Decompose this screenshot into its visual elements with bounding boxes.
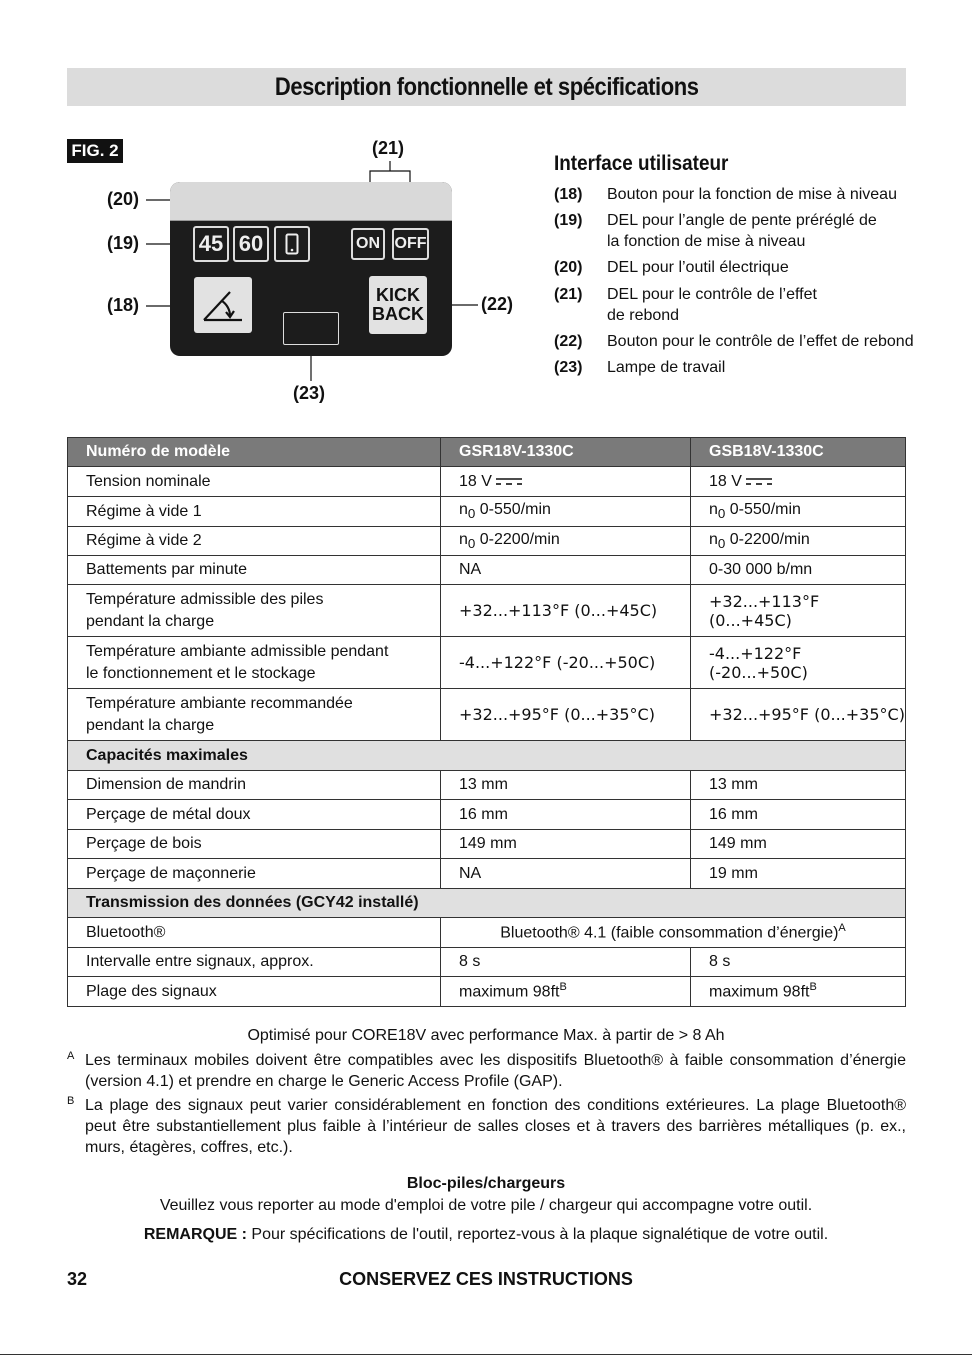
section-label: Capacités maximales: [68, 741, 906, 771]
table-row: [68, 556, 906, 585]
item-text: Bouton pour la fonction de mise à niveau: [607, 186, 897, 203]
footnote-text: Les terminaux mobiles doivent être compatibles avec les dispositifs Bluetooth® à faible consommation d’énergie (version 4.1) et prendre en charge le Generic Access Profile (GAP).: [85, 1052, 906, 1090]
row-label: Plage des signaux: [68, 977, 441, 1007]
row-label: Température ambiante admissible pendant le fonctionnement et le stockage: [68, 637, 441, 689]
interface-heading: Interface utilisateur: [554, 152, 729, 175]
item-text: Lampe de travail: [607, 359, 726, 376]
item-number: (18): [554, 186, 583, 203]
table-row: [68, 948, 906, 977]
row-label: Température ambiante recommandée pendant la charge: [68, 689, 441, 741]
row-value: Bluetooth® 4.1 (faible consommation d’énergie)$^A$: [441, 918, 906, 948]
footnote-text: La plage des signaux peut varier considérablement en fonction des conditions extérieures. La plage Bluetooth® peut être substantiellement plus faible à l’intérieur de salles closes et à travers des barrières métalliques (p. ex., murs, étagères, coffres, etc.).: [85, 1097, 906, 1156]
row-value: 18 V: [691, 467, 906, 497]
row-value: 13 mm: [691, 771, 906, 800]
header-cell: GSR18V-1330C: [441, 438, 691, 467]
table-row: [68, 771, 906, 800]
item-number: (23): [554, 359, 583, 376]
callout-20: (20): [107, 189, 140, 209]
kickback-label-line2: BACK: [372, 304, 424, 324]
dc-symbol-icon: [746, 476, 772, 486]
row-label: Perçage de bois: [68, 830, 441, 859]
battery-text: Veuillez vous reporter au mode d'emploi de votre pile / chargeur qui accompagne votre outil.: [159, 1197, 813, 1214]
row-label: Température admissible des piles pendant la charge: [68, 585, 441, 637]
work-lamp: [283, 312, 339, 345]
row-value: maximum $98ft^B$: [441, 977, 691, 1007]
on-led: ON: [351, 228, 385, 260]
section-label: Transmission des données (GCY42 installé): [68, 889, 906, 918]
row-label: Perçage de métal doux: [68, 800, 441, 830]
row-value: NA: [441, 556, 691, 585]
table-row: [68, 497, 906, 527]
row-value: +32...+113°F (0...+45C): [441, 585, 691, 637]
user-interface-panel: [170, 182, 452, 356]
optimise-note: Optimisé pour CORE18V avec performance Max. à partir de > 8 Ah: [247, 1027, 725, 1044]
table-row: [68, 527, 906, 556]
row-value: 149 mm: [691, 830, 906, 859]
row-value: +32...+95°F (0...+35°C): [441, 689, 691, 741]
table-section-row: [68, 889, 906, 918]
page-title: Description fonctionnelle et spécifications: [274, 72, 699, 101]
row-value: $n_0$ 0-550/min: [691, 497, 906, 527]
table-header-row: [68, 438, 906, 467]
item-number: (22): [554, 333, 583, 350]
footnote-mark: B: [67, 1095, 75, 1107]
figure-label: FIG. 2: [67, 139, 123, 163]
table-row: [68, 830, 906, 859]
angle-60-led: 60: [233, 226, 269, 262]
row-label: Bluetooth®: [68, 918, 441, 948]
off-led: OFF: [392, 228, 429, 260]
angle-45-led: 45: [193, 226, 229, 262]
kickback-label-line1: KICK: [376, 285, 420, 305]
row-label: Régime à vide 1: [68, 497, 441, 527]
header-cell: Numéro de modèle: [68, 438, 441, 467]
footnote-a: [67, 1050, 906, 1092]
callout-18: (18): [107, 295, 140, 315]
row-value: -4...+122°F (-20...+50C): [441, 637, 691, 689]
tool-led-strip: [170, 182, 452, 221]
row-label: Perçage de maçonnerie: [68, 859, 441, 889]
spec-table: [67, 437, 906, 1007]
row-value: maximum $98ft^B$: [691, 977, 906, 1007]
table-row: [68, 977, 906, 1007]
row-value: 19 mm: [691, 859, 906, 889]
row-value: -4...+122°F (-20...+50C): [691, 637, 906, 689]
row-value: 16 mm: [441, 800, 691, 830]
row-label: Régime à vide 2: [68, 527, 441, 556]
kickback-control-button[interactable]: [369, 276, 427, 334]
item-number: (19): [554, 212, 583, 229]
footnote-b: [67, 1095, 906, 1158]
row-value: $n_0$ 0-2200/min: [441, 527, 691, 556]
row-value: NA: [441, 859, 691, 889]
row-value: $n_0$ 0-550/min: [441, 497, 691, 527]
remark-label: REMARQUE :: [143, 1226, 247, 1243]
row-value: 18 V: [441, 467, 691, 497]
row-value: 149 mm: [441, 830, 691, 859]
table-row: [68, 800, 906, 830]
level-angle-icon: [200, 286, 246, 324]
row-label: Dimension de mandrin: [68, 771, 441, 800]
header-cell: GSB18V-1330C: [691, 438, 906, 467]
row-label: Battements par minute: [68, 556, 441, 585]
footnote-mark: A: [67, 1050, 75, 1062]
battery-heading: Bloc-piles/chargeurs: [406, 1175, 566, 1192]
dc-symbol-icon: [496, 476, 522, 486]
item-text: DEL pour l’angle de pente préréglé de la fonction de mise à niveau: [607, 212, 877, 250]
callout-23: (23): [293, 383, 326, 403]
row-value: 13 mm: [441, 771, 691, 800]
item-text: DEL pour le contrôle de l’effet de rebond: [607, 286, 817, 324]
table-row: [68, 689, 906, 741]
level-function-button[interactable]: [194, 277, 252, 333]
item-text: Bouton pour le contrôle de l’effet de rebond: [607, 333, 914, 350]
row-value: +32...+113°F (0...+45C): [691, 585, 906, 637]
phone-led: [274, 226, 310, 262]
item-number: (20): [554, 259, 583, 276]
item-number: (21): [554, 286, 583, 303]
table-row: [68, 859, 906, 889]
table-row: [68, 637, 906, 689]
row-label: Intervalle entre signaux, approx.: [68, 948, 441, 977]
remark-line: [0, 1224, 972, 1246]
row-value: +32...+95°F (0...+35°C): [691, 689, 906, 741]
item-text: DEL pour l’outil électrique: [607, 259, 789, 276]
table-row: [68, 585, 906, 637]
row-value: 8 s: [691, 948, 906, 977]
remark-text: Pour spécifications de l'outil, reportez-vous à la plaque signalétique de votre outil.: [246, 1226, 829, 1243]
row-label: Tension nominale: [68, 467, 441, 497]
footer-text: CONSERVEZ CES INSTRUCTIONS: [339, 1269, 633, 1289]
table-row: [68, 467, 906, 497]
callout-22: (22): [481, 294, 514, 314]
table-row: [68, 918, 906, 948]
phone-icon: [285, 233, 299, 255]
callout-19: (19): [107, 233, 140, 253]
table-section-row: [68, 741, 906, 771]
page-number: 32: [67, 1269, 88, 1289]
row-value: 16 mm: [691, 800, 906, 830]
row-value: 0-30 000 b/mn: [691, 556, 906, 585]
row-value: 8 s: [441, 948, 691, 977]
callout-21: (21): [372, 138, 405, 158]
row-value: $n_0$ 0-2200/min: [691, 527, 906, 556]
